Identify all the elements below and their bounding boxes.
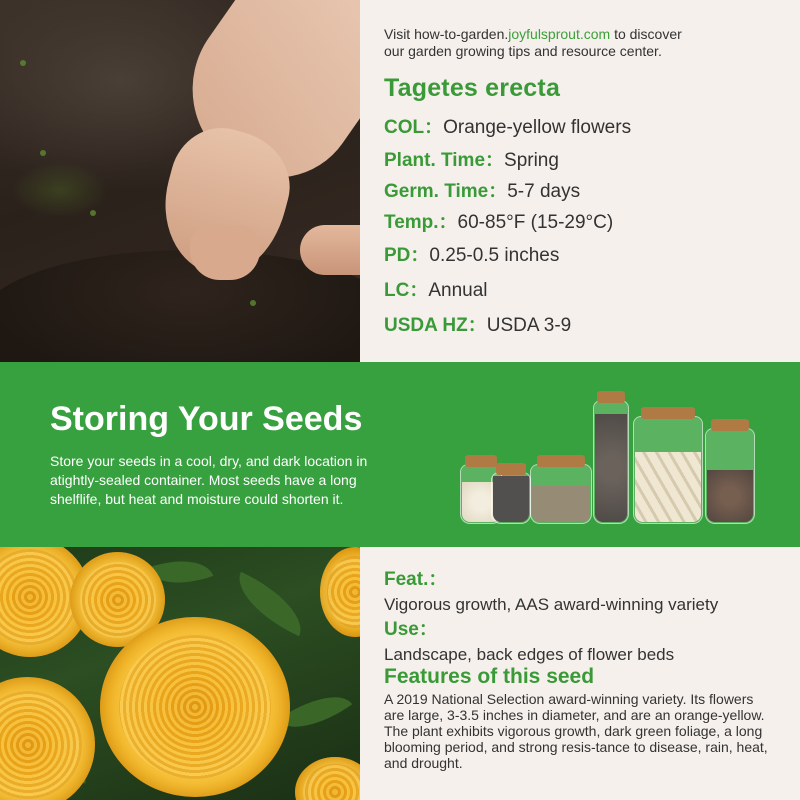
marigold-flower xyxy=(0,677,95,800)
spec-germination-time xyxy=(384,181,580,203)
spec-planting-depth xyxy=(384,245,559,267)
visit-suffix: to discover xyxy=(610,26,682,42)
visit-text xyxy=(384,26,784,60)
top-section xyxy=(0,0,800,362)
visit-line2: our garden growing tips and resource center. xyxy=(384,43,662,59)
storage-band xyxy=(0,362,800,547)
seed-jar xyxy=(593,400,629,524)
spec-color xyxy=(384,117,631,139)
feat-label: Feat.： xyxy=(384,569,448,590)
seed-jar xyxy=(705,428,755,524)
spec-key: COL： xyxy=(384,117,444,138)
visit-prefix: Visit how-to-garden. xyxy=(384,26,509,42)
sprout xyxy=(90,210,96,216)
feature-block xyxy=(384,564,784,615)
sprout xyxy=(250,300,256,306)
marigold-flower xyxy=(100,617,290,797)
sowing-hands-photo xyxy=(0,0,360,362)
spec-key: USDA HZ： xyxy=(384,315,487,336)
spec-value: Annual xyxy=(428,280,488,301)
storage-text: Store your seeds in a cool, dry, and dark location in atightly-sealed container. Most seeds have a long shelflife, but heat and moisture could shorten it. xyxy=(50,453,368,507)
use-value: Landscape, back edges of flower beds xyxy=(384,645,675,664)
spec-hardiness-zone xyxy=(384,315,571,337)
spec-key: PD： xyxy=(384,245,430,266)
seed-jars-illustration xyxy=(455,384,760,524)
spec-value: USDA 3-9 xyxy=(486,315,572,336)
sprout xyxy=(40,150,46,156)
seed-jar xyxy=(633,416,703,524)
seed-features-text: A 2019 National Selection award-winning variety. Its flowers are large, 3-3.5 inches in diameter, and are an orange-yellow. The plant exhibits vigorous growth, dark green foliage, a long blooming period, and strong resis-tance to disease, rain, heat, and drought. xyxy=(384,691,768,771)
info-panel xyxy=(384,26,784,103)
marigold-flower xyxy=(295,757,360,800)
spec-temperature xyxy=(384,212,613,234)
plant-name: Tagetes erecta xyxy=(384,74,561,102)
storage-title: Storing Your Seeds xyxy=(50,400,363,438)
fingers xyxy=(190,225,260,280)
spec-value: Orange-yellow flowers xyxy=(443,117,632,138)
seed-jar xyxy=(530,464,592,524)
use-block xyxy=(384,614,784,665)
website-link[interactable]: joyfulsprout.com xyxy=(508,26,611,42)
spec-value: 0.25-0.5 inches xyxy=(429,245,560,266)
seed-jar xyxy=(491,472,531,524)
spec-value: 60-85°F (15-29°C) xyxy=(457,212,614,233)
spec-key: Temp.： xyxy=(384,212,458,233)
feat-value: Vigorous growth, AAS award-winning variety xyxy=(384,595,719,614)
spec-key: Germ. Time： xyxy=(384,181,508,202)
spec-key: Plant. Time： xyxy=(384,150,505,171)
second-hand xyxy=(300,225,360,275)
spec-planting-time xyxy=(384,150,559,172)
spec-value: Spring xyxy=(504,150,559,171)
use-label: Use： xyxy=(384,619,438,640)
spec-key: LC： xyxy=(384,280,429,301)
seed-features-title: Features of this seed xyxy=(384,665,595,688)
marigold-photo xyxy=(0,547,360,800)
marigold-flower xyxy=(320,547,360,637)
spec-life-cycle xyxy=(384,280,488,302)
spec-value: 5-7 days xyxy=(507,181,581,202)
sprout xyxy=(20,60,26,66)
seed-features-block xyxy=(384,665,784,771)
